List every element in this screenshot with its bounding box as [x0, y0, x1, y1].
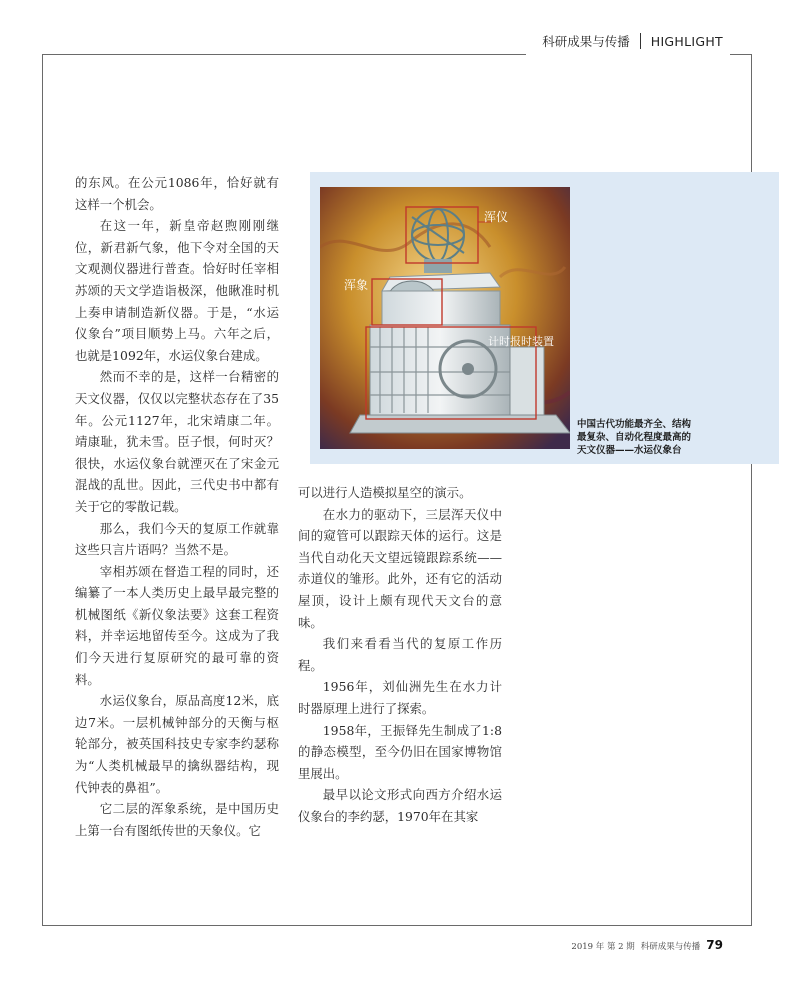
figure-caption — [577, 418, 737, 457]
caption-line: 天文仪器——水运仪象台 — [577, 445, 682, 456]
header-separator — [640, 33, 641, 49]
label-globe: 浑象 — [344, 278, 369, 292]
left-text-column — [75, 172, 279, 841]
paragraph: 最早以论文形式向西方介绍水运仪象台的李约瑟，1970年在其家 — [298, 787, 502, 824]
caption-line: 中国古代功能最齐全、结构 — [577, 419, 692, 430]
paragraph: 的东风。在公元1086年，恰好就有这样一个机会。 — [75, 175, 279, 212]
journal-name: 科研成果与传播 — [640, 942, 701, 952]
paragraph: 我们来看看当代的复原工作历程。 — [298, 636, 502, 673]
paragraph: 水运仪象台，原品高度12米，底边7米。一层机械钟部分的天衡与枢轮部分，被英国科技史专家李约瑟称为“人类机械最早的擒纵器结构，现代钟表的鼻祖”。 — [75, 693, 279, 795]
section-title-en: HIGHLIGHT — [650, 33, 723, 49]
paragraph: 1956年，刘仙洲先生在水力计时器原理上进行了探索。 — [298, 679, 502, 716]
page-header — [542, 30, 723, 52]
paragraph: 宰相苏颂在督造工程的同时，还编纂了一本人类历史上最早最完整的机械图纸《新仪象法要》这套工程资料，并幸运地留传至今。这成为了我们今天进行复原研究的最可靠的资料。 — [75, 563, 279, 687]
figure-image — [320, 187, 570, 449]
paragraph: 在这一年，新皇帝赵煦刚刚继位，新君新气象，他下令对全国的天文观测仪器进行普查。恰好时任宰相苏颂的天文学造诣极深，他瞅准时机上奏申请制造新仪器。于是，“水运仪象台”项目顺势上马。六年之后，也就是1092年，水运仪象台建成。 — [75, 218, 279, 363]
paragraph: 那么，我们今天的复原工作就靠这些只言片语吗？当然不是。 — [75, 520, 279, 558]
page-number: 79 — [706, 938, 723, 952]
issue-info: 2019 年 第 2 期 — [571, 942, 635, 952]
paragraph: 然而不幸的是，这样一台精密的天文仪器，仅仅以完整状态存在了35年。公元1127年，北宋靖康二年。靖康耻，犹未雪。臣子恨，何时灭？很快，水运仪象台就湮灭在了宋金元混战的乱世。因此，三代史书中都有关于它的零散记载。 — [75, 369, 279, 514]
page-footer — [571, 938, 723, 952]
paragraph: 在水力的驱动下，三层浑天仪中间的窥管可以跟踪天体的运行。这是当代自动化天文望远镜跟踪系统——赤道仪的雏形。此外，还有它的活动屋顶，设计上颇有现代天文台的意味。 — [298, 506, 502, 630]
water-clock-illustration — [320, 187, 570, 449]
caption-line: 最复杂、自动化程度最高的 — [577, 432, 692, 443]
paragraph: 它二层的浑象系统，是中国历史上第一台有图纸传世的天象仪。它 — [75, 801, 279, 838]
section-title-cn: 科研成果与传播 — [542, 34, 630, 49]
label-armillary: 浑仪 — [484, 210, 509, 224]
label-timer: 计时报时装置 — [488, 335, 554, 348]
middle-text-column — [298, 482, 502, 828]
paragraph: 可以进行人造模拟星空的演示。 — [298, 485, 472, 500]
paragraph: 1958年，王振铎先生制成了1:8的静态模型，至今仍旧在国家博物馆里展出。 — [298, 722, 502, 781]
